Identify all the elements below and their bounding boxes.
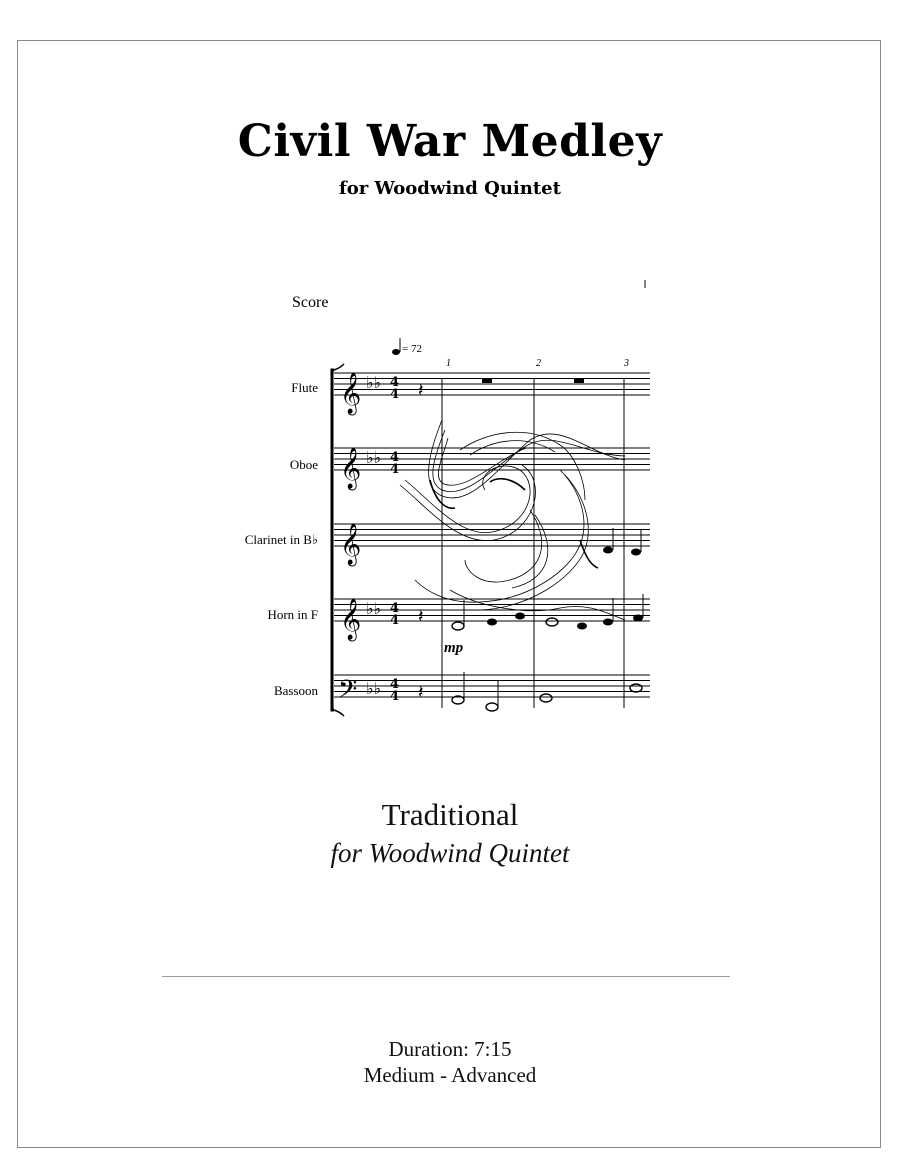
bar-number-1: 1 <box>446 358 451 369</box>
dynamic-marking: mp <box>444 640 464 656</box>
svg-text:𝄽: 𝄽 <box>418 682 424 703</box>
instrument-label-clarinet: Clarinet in B♭ <box>244 532 318 547</box>
credit-subtitle: for Woodwind Quintet <box>330 838 570 868</box>
svg-text:𝄞: 𝄞 <box>340 373 362 414</box>
instrument-label-flute: Flute <box>291 380 318 395</box>
svg-text:𝄞: 𝄞 <box>340 448 362 489</box>
svg-text:4: 4 <box>390 462 400 477</box>
page-subtitle: for Woodwind Quintet <box>339 178 561 199</box>
svg-text:4: 4 <box>390 689 400 704</box>
svg-text:♭♭: ♭♭ <box>366 599 382 618</box>
duration-text: Duration: 7:15 <box>388 1037 512 1061</box>
svg-text:𝄽: 𝄽 <box>418 606 424 627</box>
svg-text:4: 4 <box>390 375 400 390</box>
svg-text:4: 4 <box>390 387 400 402</box>
svg-text:4: 4 <box>390 450 400 465</box>
svg-text:𝄞: 𝄞 <box>340 524 362 565</box>
svg-text:𝄞: 𝄞 <box>340 599 362 640</box>
score-excerpt-graphic <box>230 270 650 720</box>
svg-text:4: 4 <box>390 677 400 692</box>
svg-text:𝄽: 𝄽 <box>418 380 424 401</box>
instrument-label-bassoon: Bassoon <box>273 683 318 698</box>
bar-number-3: 3 <box>624 358 629 369</box>
svg-text:𝄢: 𝄢 <box>338 675 358 710</box>
page-title: Civil War Medley <box>237 116 663 167</box>
svg-text:4: 4 <box>390 601 400 616</box>
credit-text: Traditional <box>381 797 519 832</box>
divider-line <box>162 976 730 977</box>
instrument-label-horn: Horn in F <box>267 607 318 622</box>
instrument-label-oboe: Oboe <box>289 457 318 472</box>
score-label: Score <box>292 294 329 311</box>
bar-number-2: 2 <box>536 358 541 369</box>
difficulty-text: Medium - Advanced <box>363 1063 537 1087</box>
tempo-marking: = 72 <box>402 343 422 355</box>
svg-text:♭♭: ♭♭ <box>366 448 382 467</box>
svg-text:♭♭: ♭♭ <box>366 679 382 698</box>
svg-text:♭♭: ♭♭ <box>366 373 382 392</box>
svg-text:4: 4 <box>390 613 400 628</box>
score-preview-image <box>230 270 650 720</box>
